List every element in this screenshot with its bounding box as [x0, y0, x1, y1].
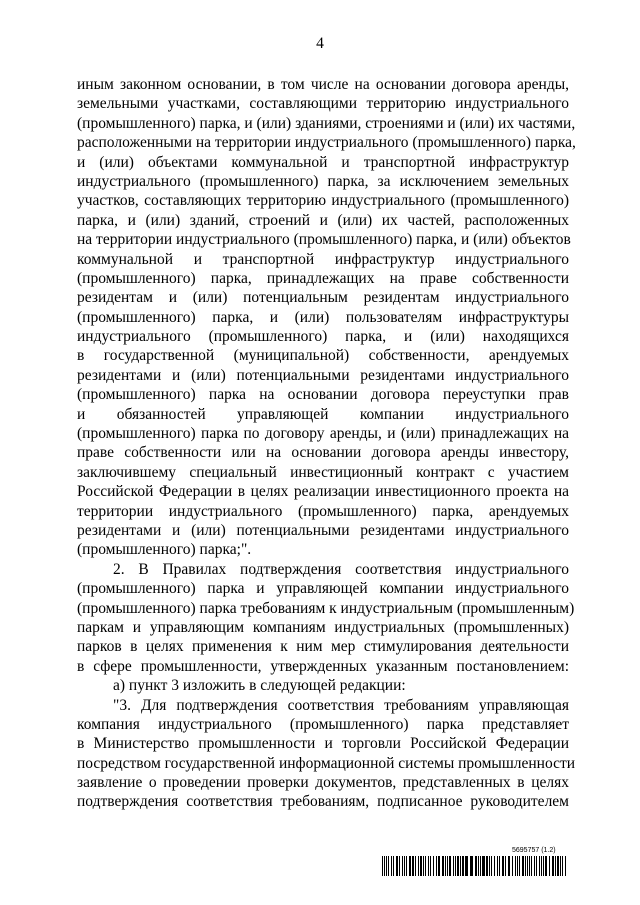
- text-line: праве собственности или на основании договора аренды инвестору,: [77, 444, 569, 462]
- text-line: 2. В Правилах подтверждения соответствия индустриального: [113, 560, 569, 578]
- text-line: (промышленного) парка, и (или) зданиями, строениями и (или) их частями,: [77, 114, 576, 132]
- text-line: земельными участками, составляющими территорию индустриального: [77, 95, 569, 113]
- text-line: компания индустриального (промышленного) парка представляет: [77, 715, 569, 733]
- text-line: а) пункт 3 изложить в следующей редакции:: [113, 677, 406, 695]
- text-line: (промышленного) парка по договору аренды, и (или) принадлежащих на: [77, 425, 569, 443]
- text-line: Российской Федерации в целях реализации инвестиционного проекта на: [77, 483, 569, 501]
- text-line: иным законном основании, в том числе на основании договора аренды,: [77, 76, 569, 93]
- text-line: (промышленного) парка, и (или) пользователям инфраструктуры: [77, 308, 569, 326]
- text-line: заключившему специальный инвестиционный контракт с участием: [77, 463, 569, 481]
- text-line: (промышленного) парка требованиям к индустриальным (промышленным): [77, 599, 575, 617]
- text-line: (промышленного) парка и управляющей компании индустриального: [77, 580, 569, 598]
- text-line: парков в целях применения к ним мер стимулирования деятельности: [77, 638, 569, 656]
- text-line: (промышленного) парка на основании договора переуступки прав: [77, 386, 569, 404]
- text-line: индустриального (промышленного) парка, за исключением земельных: [77, 172, 569, 190]
- text-line: территории индустриального (промышленного) парка, арендуемых: [77, 502, 569, 520]
- text-line: заявление о проведении проверки документов, представленных в целях: [77, 774, 569, 792]
- text-line: (промышленного) парка, принадлежащих на праве собственности: [77, 269, 569, 287]
- text-line: коммунальной и транспортной инфраструктур индустриального: [77, 250, 569, 268]
- document-id: 5695757 (1.2): [512, 847, 556, 854]
- text-line: индустриального (промышленного) парка, и (или) находящихся: [77, 328, 569, 346]
- text-line: участков, составляющих территорию индустриального (промышленного): [77, 192, 569, 210]
- text-line: и (или) объектами коммунальной и транспортной инфраструктур: [77, 153, 569, 171]
- text-line: (промышленного) парка;".: [77, 541, 252, 559]
- text-line: посредством государственной информационной системы промышленности: [77, 754, 576, 772]
- text-line: на территории индустриального (промышленного) парка, и (или) объектов: [77, 231, 571, 249]
- text-line: подтверждения соответствия требованиям, подписанное руководителем: [77, 793, 569, 811]
- page-number: 4: [316, 35, 324, 52]
- text-line: расположенными на территории индустриального (промышленного) парка,: [77, 134, 576, 152]
- text-line: паркам и управляющим компаниям индустриальных (промышленных): [77, 618, 569, 636]
- text-line: и обязанностей управляющей компании индустриального: [77, 405, 569, 423]
- text-line: резидентами и (или) потенциальными резидентами индустриального: [77, 521, 569, 539]
- barcode: [382, 856, 568, 876]
- text-line: парка, и (или) зданий, строений и (или) их частей, расположенных: [77, 211, 569, 229]
- document-body: [77, 75, 576, 812]
- text-line: резидентами и (или) потенциальными резидентами индустриального: [77, 366, 569, 384]
- text-line: в сфере промышленности, утвержденных указанным постановлением:: [77, 657, 569, 675]
- text-line: "3. Для подтверждения соответствия требованиям управляющая: [113, 696, 569, 714]
- text-line: в Министерство промышленности и торговли Российской Федерации: [77, 735, 569, 753]
- text-line: в государственной (муниципальной) собственности, арендуемых: [77, 347, 569, 365]
- text-line: резидентам и (или) потенциальным резидентам индустриального: [77, 289, 569, 307]
